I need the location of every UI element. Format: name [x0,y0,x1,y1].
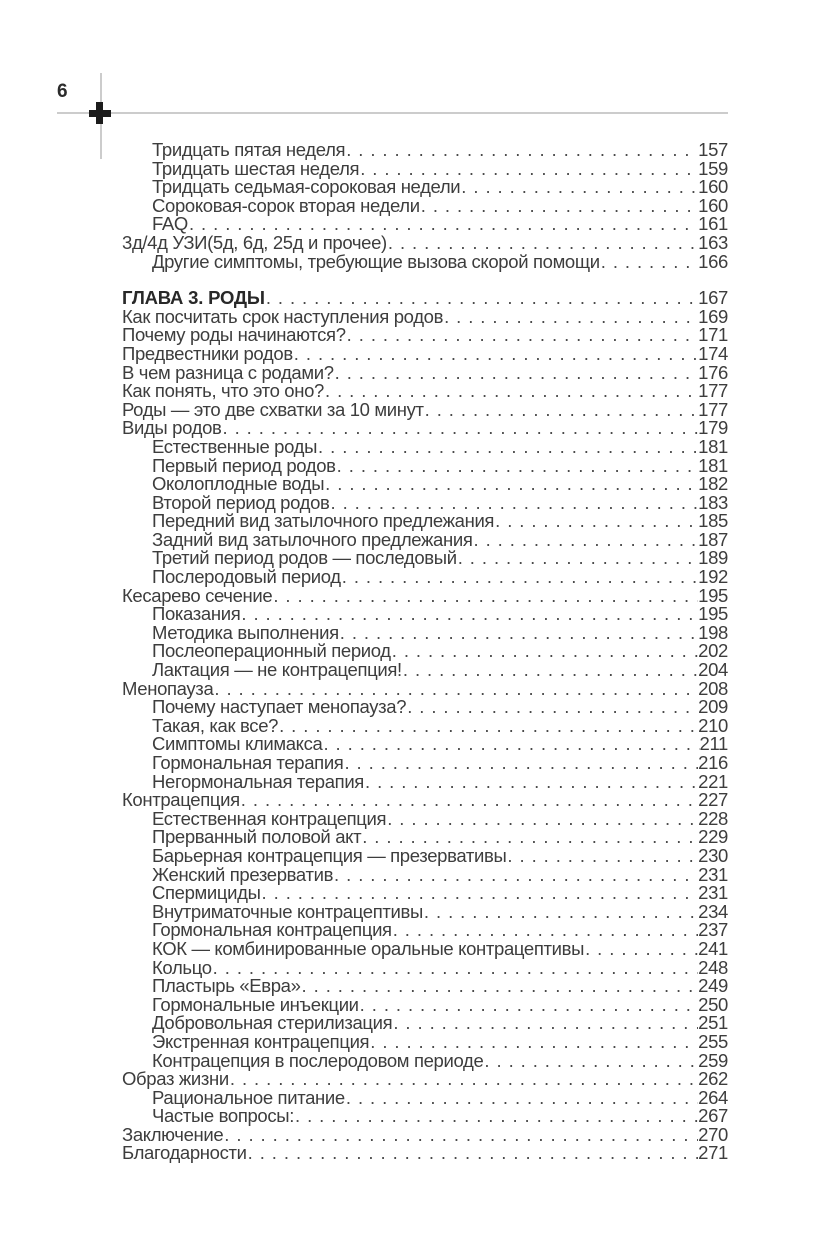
toc-dot-leader [261,884,699,903]
toc-entry-label: Методика выполнения [152,621,339,643]
toc-entry [122,250,728,272]
toc-entry-label: Естественные роды [152,435,318,457]
toc-block [122,289,728,1163]
toc-dot-leader [345,141,698,160]
toc-entry-label: Благодарности [122,1142,247,1164]
toc-entry-page-number: 250 [698,993,728,1015]
toc-dot-leader [240,791,698,810]
toc-dot-leader [317,438,698,457]
toc-dot-leader [386,810,698,829]
toc-dot-leader [364,773,698,792]
toc-dot-leader [387,234,698,253]
toc-entry [122,754,728,773]
toc-block [122,141,728,271]
toc-dot-leader [494,512,698,531]
toc-entry [122,977,728,996]
toc-entry-label: Гормональные инъекции [152,993,359,1015]
toc-dot-leader [457,549,698,568]
toc-entry-label: Такая, как все? [152,714,279,736]
toc-entry-label: Симптомы климакса [152,733,323,755]
toc-entry-page-number: 169 [698,305,728,327]
toc-entry [122,1144,728,1163]
toc-entry [122,141,728,160]
toc-entry-label: Барьерная контрацепция — презервативы [152,844,507,866]
toc-dot-leader [473,531,699,550]
toc-entry-page-number: 177 [698,380,728,402]
toc-entry-page-number: 171 [698,324,728,346]
toc-entry-label: Контрацепция [122,789,240,811]
toc-entry-page-number: 211 [699,733,728,755]
toc-entry-label: Виды родов [122,417,222,439]
toc-entry-page-number: 210 [698,714,728,736]
toc-entry-label: Спермициды [152,882,261,904]
toc-entry-label: Прерванный половой акт [152,826,362,848]
toc-dot-leader [406,698,698,717]
toc-entry-page-number: 185 [698,510,728,532]
toc-entry-label: Другие симптомы, требующие вызова скорой помощи [152,250,600,272]
toc-entry-page-number: 231 [698,882,728,904]
toc-entry-page-number: 231 [698,863,728,885]
toc-entry-page-number: 209 [698,696,728,718]
toc-entry-page-number: 166 [698,250,728,272]
toc-entry-page-number: 249 [698,975,728,997]
toc-entry-label: Рациональное питание [152,1086,345,1108]
toc-dot-leader [333,866,698,885]
toc-chapter-entry [122,289,728,308]
toc-entry [122,1070,728,1089]
toc-entry-label: Передний вид затылочного предлежания [152,510,495,532]
toc-entry-page-number: 161 [698,213,728,235]
toc-entry-label: Послеродовый период [152,566,341,588]
toc-entry [122,1030,728,1052]
toc-entry-page-number: 248 [698,956,728,978]
toc-entry-page-number: 234 [698,900,728,922]
toc-entry-label: Показания [152,603,241,625]
toc-dot-leader [460,178,698,197]
toc-entry-page-number: 177 [698,398,728,420]
toc-entry-label: Тридцать пятая неделя [152,139,346,160]
toc-entry-label: FAQ [152,213,188,235]
toc-entry-label: Менопауза [122,677,214,699]
toc-entry-page-number: 264 [698,1086,728,1108]
toc-entry-page-number: 271 [698,1142,728,1164]
toc-dot-leader [506,847,698,866]
toc-entry-label: Как посчитать срок наступления родов [122,305,444,327]
toc-entry-label: Заключение [122,1123,224,1145]
toc-entry [122,661,728,680]
toc-entry-page-number: 270 [698,1123,728,1145]
toc-dot-leader [443,308,698,327]
toc-entry-label: Околоплодные воды [152,473,325,495]
toc-entry-page-number: 187 [698,528,728,550]
toc-entry-page-number: 208 [698,677,728,699]
toc-entry-label: Добровольная стерилизация [152,1012,393,1034]
toc-entry [122,194,728,216]
toc-entry-page-number: 183 [698,491,728,513]
toc-dot-leader [369,1033,698,1052]
toc-dot-leader [322,735,699,754]
toc-entry-page-number: 259 [698,1049,728,1071]
toc-dot-leader [247,1144,699,1163]
toc-entry-label: Контрацепция в послеродовом периоде [152,1049,484,1071]
toc-entry [122,791,728,810]
toc-entry-label: Почему наступает менопауза? [152,696,407,718]
toc-entry [122,382,728,401]
toc-entry-page-number: 182 [698,473,728,495]
toc-entry [122,342,728,364]
toc-dot-leader [223,1126,698,1145]
toc-entry-label: КОК — комбинированные оральные контрацептивы [152,937,585,959]
toc-entry-label: Гормональная терапия [152,752,344,773]
toc-entry-label: Образ жизни [122,1068,229,1090]
toc-entry-page-number: 160 [698,194,728,216]
toc-dot-leader [402,661,698,680]
toc-entry-page-number: 230 [698,844,728,866]
toc-dot-leader [391,642,698,661]
toc-entry-page-number: 192 [698,566,728,588]
page-folio-number: 6 [57,81,68,102]
toc-entry-page-number: 202 [698,640,728,662]
toc-entry-label: Предвестники родов [122,342,293,364]
toc-entry-page-number: 167 [698,287,728,309]
toc-dot-leader [343,754,698,773]
toc-entry-page-number: 189 [698,547,728,569]
toc-entry-page-number: 176 [698,361,728,383]
toc-dot-leader [423,903,698,922]
toc-entry-page-number: 195 [698,603,728,625]
toc-entry-page-number: 262 [698,1068,728,1090]
toc-entry-label: Роды — это две схватки за 10 минут [122,398,424,420]
toc-entry-label: Внутриматочные контрацептивы [152,900,423,922]
toc-entry-page-number: 179 [698,417,728,439]
toc-entry-page-number: 227 [698,789,728,811]
toc-dot-leader [334,364,699,383]
toc-entry-label: Частые вопросы: [152,1105,295,1127]
toc-entry-label: Третий период родов — последовый [152,547,457,569]
header-horizontal-rule [57,112,728,114]
toc-entry-label: Как понять, что это оно? [122,380,324,402]
toc-entry [122,844,728,866]
toc-dot-leader [339,624,698,643]
toc-entry [122,568,728,587]
toc-dot-leader [584,940,698,959]
toc-entry-page-number: 181 [698,435,728,457]
toc-entry-label: Кольцо [152,956,212,978]
toc-entry-page-number: 204 [698,659,728,681]
toc-dot-leader [600,253,698,272]
registration-cross-vertical-bar [96,102,103,124]
toc-entry-label: Экстренная контрацепция [152,1030,370,1052]
toc-entry [122,178,728,197]
toc-entry-page-number: 255 [698,1030,728,1052]
toc-entry-page-number: 160 [698,176,728,198]
toc-entry-label: Послеоперационный период [152,640,391,662]
toc-dot-leader [265,289,698,308]
toc-dot-leader [359,996,699,1015]
toc-entry [122,937,728,959]
toc-dot-leader [324,382,698,401]
toc-dot-leader [324,475,698,494]
toc-dot-leader [229,1070,698,1089]
toc-entry-page-number: 237 [698,919,728,941]
toc-entry-page-number: 181 [698,454,728,476]
toc-entry-page-number: 228 [698,807,728,829]
toc-entry-label: Задний вид затылочного предлежания [152,528,473,550]
toc-dot-leader [301,977,699,996]
toc-entry-label: Гормональная контрацепция [152,919,392,941]
toc-entry-page-number: 229 [698,826,728,848]
toc-dot-leader [424,401,699,420]
toc-entry-label: Тридцать седьмая-сороковая недели [152,176,461,198]
toc-entry-page-number: 251 [698,1012,728,1034]
toc-entry-label: Естественная контрацепция [152,807,387,829]
toc-entry-page-number: 159 [698,157,728,179]
toc-dot-leader [392,1014,698,1033]
toc-entry-page-number: 174 [698,342,728,364]
toc-entry [122,884,728,903]
toc-entry-label: Женский презерватив [152,863,334,885]
toc-entry [122,435,728,457]
toc-dot-leader [420,197,698,216]
toc-entry-page-number: 241 [698,937,728,959]
toc-dot-leader [278,717,698,736]
toc-entry-label: Кесарево сечение [122,584,273,606]
toc-dot-leader [272,587,698,606]
toc-dot-leader [293,345,698,364]
toc-entry-page-number: 221 [698,770,728,792]
toc-dot-leader [483,1052,698,1071]
toc-entry-label: Второй период родов [152,491,330,513]
toc-entry-label: Сороковая-сорок вторая недели [152,194,420,216]
table-of-contents [122,141,728,1163]
toc-dot-leader [346,326,699,345]
toc-entry-label: В чем разница с родами? [122,361,334,383]
toc-entry-label: Негормональная терапия [152,770,364,792]
toc-entry-page-number: 163 [698,231,728,253]
toc-entry-label: Тридцать шестая неделя [152,157,360,179]
toc-entry-label: Почему роды начинаются? [122,324,346,346]
toc-entry [122,475,728,494]
toc-entry-label: Лактация — не контрацепция! [152,659,402,681]
toc-entry-label: Пластырь «Евра» [152,975,301,997]
toc-dot-leader [336,457,699,476]
toc-entry-page-number: 157 [698,139,728,160]
toc-entry [122,231,728,253]
toc-dot-leader [341,568,698,587]
toc-entry-label: ГЛАВА 3. РОДЫ [122,287,265,309]
toc-dot-leader [294,1107,698,1126]
toc-entry-page-number: 216 [698,752,728,773]
toc-entry-page-number: 198 [698,621,728,643]
toc-entry-page-number: 195 [698,584,728,606]
toc-dot-leader [345,1089,698,1108]
toc-entry-label: 3д/4д УЗИ(5д, 6д, 25д и прочее) [122,231,387,253]
toc-entry-page-number: 267 [698,1105,728,1127]
toc-entry-label: Первый период родов [152,454,336,476]
